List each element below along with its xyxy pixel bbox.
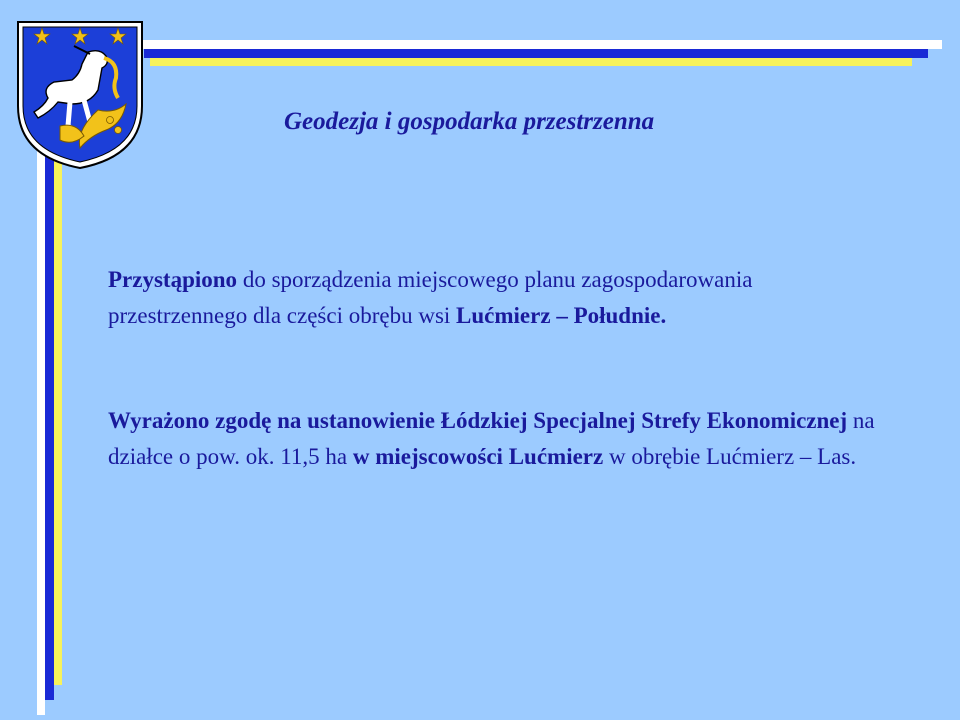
- paragraph-zone-bold-start: Wyrażono zgodę na ustanowienie Łódzkiej Specjalnej Strefy Ekonomicznej: [108, 408, 848, 433]
- paragraph-zone-bold-mid: w miejscowości Lućmierz: [352, 444, 604, 469]
- left-stripe-yellow: [54, 150, 62, 685]
- top-stripe-blue: [144, 49, 928, 58]
- paragraph-zone-text1: na działce o pow. ok. 11,5 ha: [108, 408, 875, 469]
- paragraph-plan: [108, 262, 848, 334]
- top-stripe-white: [138, 40, 942, 49]
- paragraph-plan-bold-end: Lućmierz – Południe.: [456, 303, 667, 328]
- slide-title: Geodezja i gospodarka przestrzenna: [284, 108, 655, 135]
- paragraph-plan-bold-start: Przystąpiono: [108, 267, 238, 292]
- left-stripe-white: [37, 150, 45, 715]
- paragraph-plan-text: do sporządzenia miejscowego planu zagospodarowania przestrzennego dla części obrębu wsi: [108, 267, 753, 328]
- top-stripe-yellow: [150, 58, 912, 66]
- paragraph-zone-text2: w obrębie Lućmierz – Las.: [603, 444, 857, 469]
- paragraph-zone: [108, 403, 938, 475]
- left-stripe-blue: [45, 150, 54, 700]
- unicorn-coat-of-arms-icon: [14, 18, 146, 170]
